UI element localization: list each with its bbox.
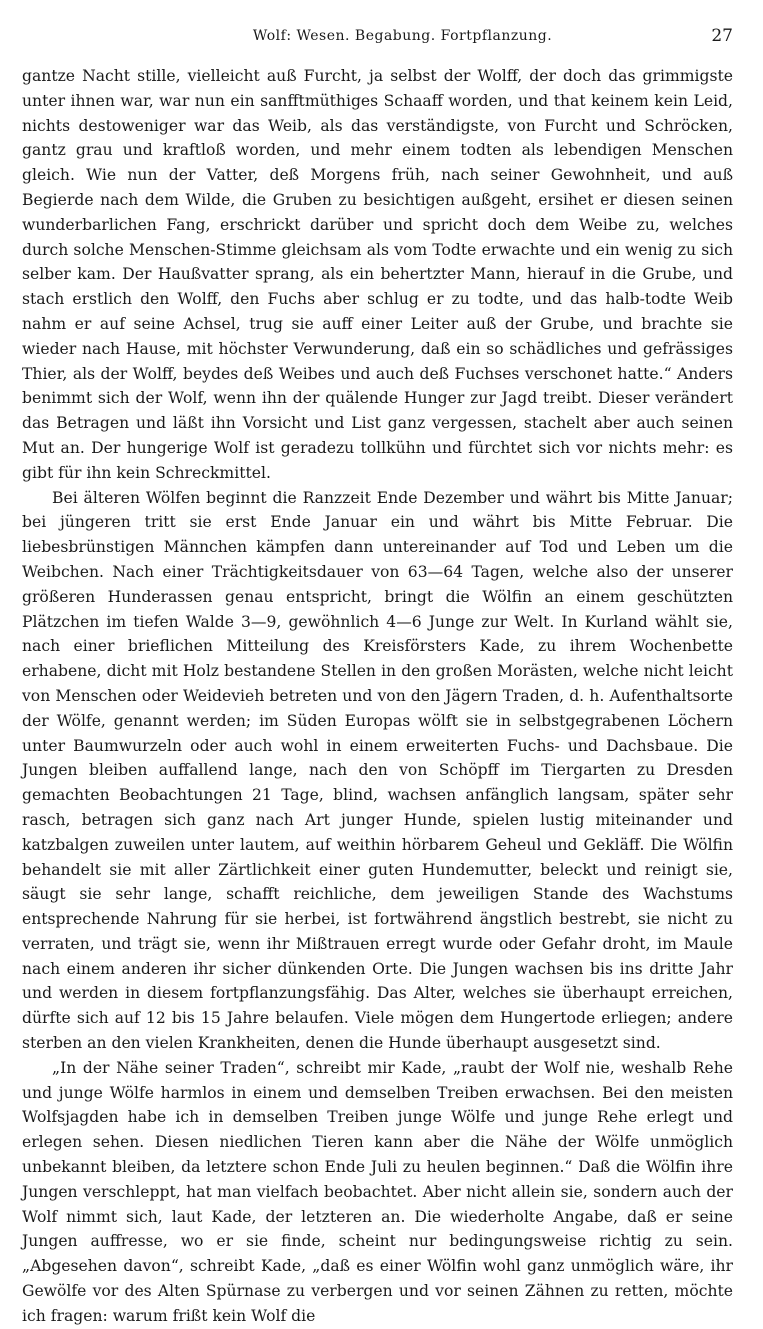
page-header bbox=[22, 22, 733, 52]
paragraph-continued: gantze Nacht stille, vielleicht auß Furcht, ja selbst der Wolff, der doch das grimmigste unter ihnen war, war nun ein sanfftmüthiges Schaaff worden, und that keinem kein Leid, nichts destoweniger war das Weib, als das verständigste, von Furcht und Schröcken, gantz grau und kraftloß worden, und mehr einem todten als lebendigen Menschen gleich. Wie nun der Vatter, deß Morgens früh, nach seiner Gewohnheit, und auß Begierde nach dem Wilde, die Gruben zu besichtigen außgeht, ersihet er diesen seinen wunderbarlichen Fang, erschrickt darüber und spricht doch dem Weibe zu, welches durch solche Menschen-Stimme gleichsam als vom Todte erwachte und ein wenig zu sich selber kam. Der Haußvatter sprang, als ein behertzter Mann, hierauf in die Grube, und stach erstlich den Wolff, den Fuchs aber schlug er zu todte, und das halb-todte Weib nahm er auf seine Achsel, trug sie auff einer Leiter auß der Grube, und brachte sie wieder nach Hause, mit höchster Verwunderung, daß ein so schädliches und gefrässiges Thier, als der Wolff, beydes deß Weibes und auch deß Fuchses verschonet hatte.“ Anders benimmt sich der Wolf, wenn ihn der quälende Hunger zur Jagd treibt. Dieser verändert das Betragen und läßt ihn Vorsicht und List ganz vergessen, stachelt aber auch seinen Mut an. Der hungerige Wolf ist geradezu tollkühn und fürchtet sich vor nichts mehr: es gibt für ihn kein Schreckmittel. bbox=[22, 67, 733, 482]
body-text bbox=[22, 64, 733, 1329]
paragraph-kade-quote: „In der Nähe seiner Traden“, schreibt mir Kade, „raubt der Wolf nie, weshalb Rehe und junge Wölfe harmlos in einem und demselben Treiben erwachsen. Bei den meisten Wolfsjagden habe ich in demselben Treiben junge Wölfe und junge Rehe erlegt und erlegen sehen. Diesen niedlichen Tieren kann aber die Nähe der Wölfe unmöglich unbekannt bleiben, da letztere schon Ende Juli zu heulen beginnen.“ Daß die Wölfin ihre Jungen verschleppt, hat man vielfach beobachtet. Aber nicht allein sie, sondern auch der Wolf nimmt sich, laut Kade, der letzteren an. Die wiederholte Angabe, daß er seine Jungen auffresse, wo er sie finde, scheint nur bedingungsweise richtig zu sein. „Abgesehen davon“, schreibt Kade, „daß es einer Wölfin wohl ganz unmöglich wäre, ihr Gewölfe vor des Alten Spürnase zu verbergen und vor seinen Zähnen zu retten, möchte ich fragen: warum frißt kein Wolf die bbox=[22, 1058, 733, 1325]
page-number: 27 bbox=[711, 26, 733, 46]
paragraph-ranzzeit: Bei älteren Wölfen beginnt die Ranzzeit Ende Dezember und währt bis Mitte Januar; bei jüngeren tritt sie erst Ende Januar ein und währt bis Mitte Februar. Die liebesbrünstigen Männchen kämpfen dann untereinander auf Tod und Leben um die Weibchen. Nach einer Trächtigkeitsdauer von 63—64 Tagen, welche also der unserer größeren Hunderassen genau entspricht, bringt die Wölfin an einem geschützten Plätzchen im tiefen Walde 3—9, gewöhnlich 4—6 Junge zur Welt. In Kurland wählt sie, nach einer brieflichen Mitteilung des Kreisförsters Kade, zu ihrem Wochenbette erhabene, dicht mit Holz bestandene Stellen in den großen Morästen, welche nicht leicht von Menschen oder Weidevieh betreten und von den Jägern Traden, d. h. Aufenthaltsorte der Wölfe, genannt werden; im Süden Europas wölft sie in selbstgegrabenen Löchern unter Baumwurzeln oder auch wohl in einem erweiterten Fuchs- und Dachsbaue. Die Jungen bleiben auffallend lange, nach den von Schöpff im Tiergarten zu Dresden gemachten Beobachtungen 21 Tage, blind, wachsen anfänglich langsam, später sehr rasch, betragen sich ganz nach Art junger Hunde, spielen lustig miteinander und katzbalgen zuweilen unter lautem, auf weithin hörbarem Geheul und Gekläff. Die Wölfin behandelt sie mit aller Zärtlichkeit einer guten Hundemutter, beleckt und reinigt sie, säugt sie sehr lange, schafft reichliche, dem jeweiligen Stande des Wachstums entsprechende Nahrung für sie herbei, ist fortwährend ängstlich bestrebt, sie nicht zu verraten, und trägt sie, wenn ihr Mißtrauen erregt wurde oder Gefahr droht, im Maule nach einem anderen ihr sicher dünkenden Orte. Die Jungen wachsen bis ins dritte Jahr und werden in diesem fortpflanzungsfähig. Das Alter, welches sie überhaupt erreichen, dürfte sich auf 12 bis 15 Jahre belaufen. Viele mögen dem Hungertode erliegen; andere sterben an den vielen Krankheiten, denen die Hunde überhaupt ausgesetzt sind. bbox=[22, 488, 733, 1053]
running-head: Wolf: Wesen. Begabung. Fortpflanzung. bbox=[252, 28, 553, 44]
